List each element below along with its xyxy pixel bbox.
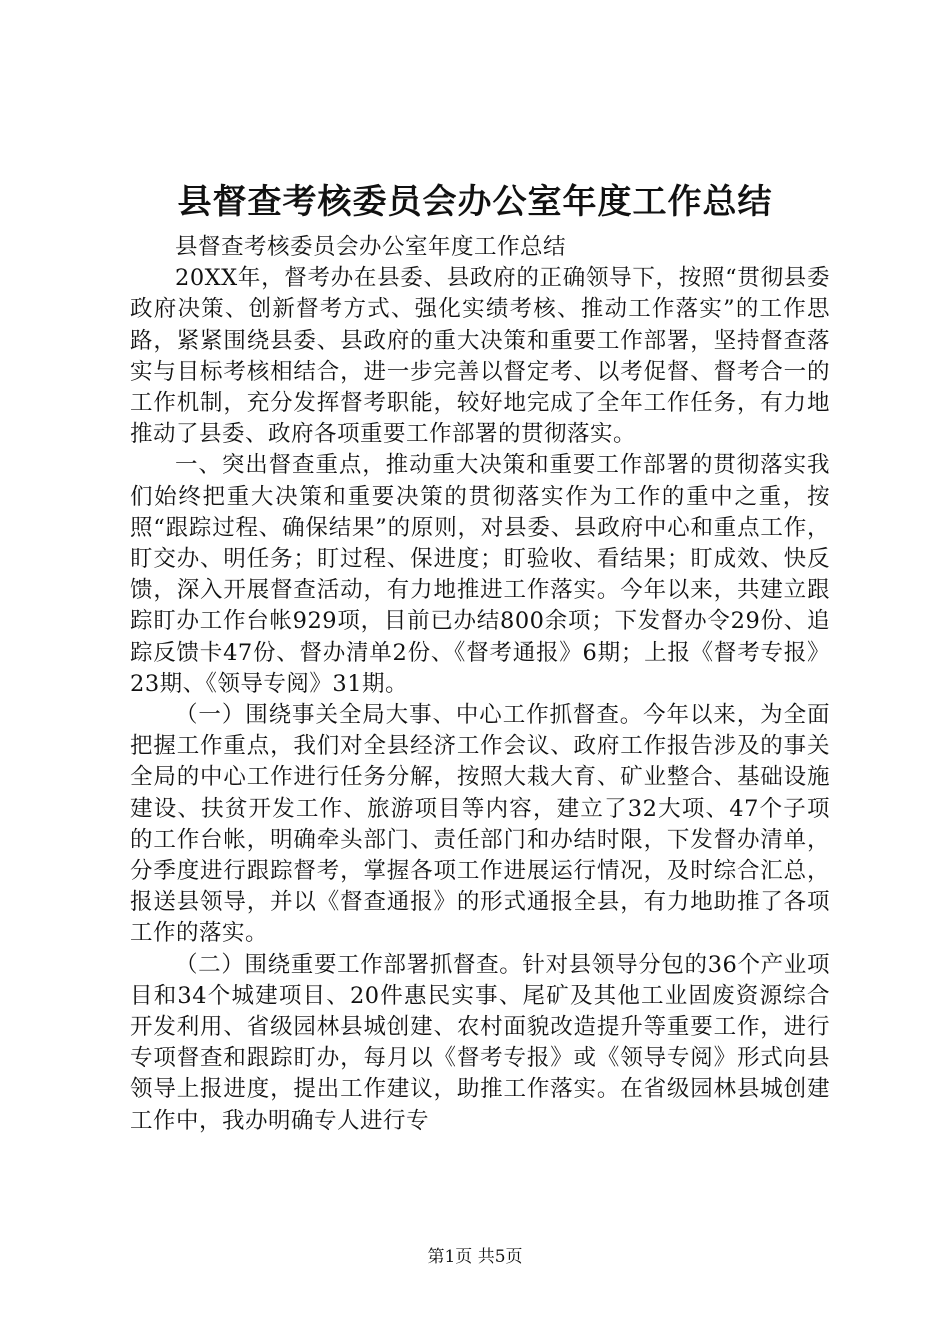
document-body <box>130 232 830 1137</box>
subtitle-paragraph: 县督查考核委员会办公室年度工作总结 <box>175 234 567 260</box>
page-number-footer: 第1页 共5页 <box>427 1247 523 1267</box>
subsection-two-paragraph: （二）围绕重要工作部署抓督查。针对县领导分包的36个产业项目和34个城建项目、20件惠民实事、尾矿及其他工业固废资源综合开发利用、省级园林县城创建、农村面貌改造提升等重要工作，进行专项督查和跟踪盯办，每月以《督考专报》或《领导专阅》形式向县领导上报进度，提出工作建议，助推工作落实。在省级园林县城创建工作中，我办明确专人进行专 <box>130 951 830 1134</box>
subsection-one-paragraph: （一）围绕事关全局大事、中心工作抓督查。今年以来，为全面把握工作重点，我们对全县经济工作会议、政府工作报告涉及的事关全局的中心工作进行任务分解，按照大栽大育、矿业整合、基础设施建设、扶贫开发工作、旅游项目等内容，建立了32大项、47个子项的工作台帐，明确牵头部门、责任部门和办结时限，下发督办清单，分季度进行跟踪督考，掌握各项工作进展运行情况，及时综合汇总，报送县领导，并以《督查通报》的形式通报全县，有力地助推了各项工作的落实。 <box>130 702 830 947</box>
document-title: 县督查考核委员会办公室年度工作总结 <box>177 182 773 222</box>
section-one-paragraph: 一、突出督查重点，推动重大决策和重要工作部署的贯彻落实我们始终把重大决策和重要决策的贯彻落实作为工作的重中之重，按照“跟踪过程、确保结果”的原则，对县委、县政府中心和重点工作，盯交办、明任务；盯过程、保进度；盯验收、看结果；盯成效、快反馈，深入开展督查活动，有力地推进工作落实。今年以来，共建立跟踪盯办工作台帐929项，目前已办结800余项；下发督办令29份、追踪反馈卡47份、督办清单2份、《督考通报》6期；上报《督考专报》23期、《领导专阅》31期。 <box>130 452 830 697</box>
intro-paragraph: 20XX年，督考办在县委、县政府的正确领导下，按照“贯彻县委政府决策、创新督考方式、强化实绩考核、推动工作落实”的工作思路，紧紧围绕县委、县政府的重大决策和重要工作部署，坚持督查落实与目标考核相结合，进一步完善以督定考、以考促督、督考合一的工作机制，充分发挥督考职能，较好地完成了全年工作任务，有力地推动了县委、政府各项重要工作部署的贯彻落实。 <box>130 265 830 448</box>
